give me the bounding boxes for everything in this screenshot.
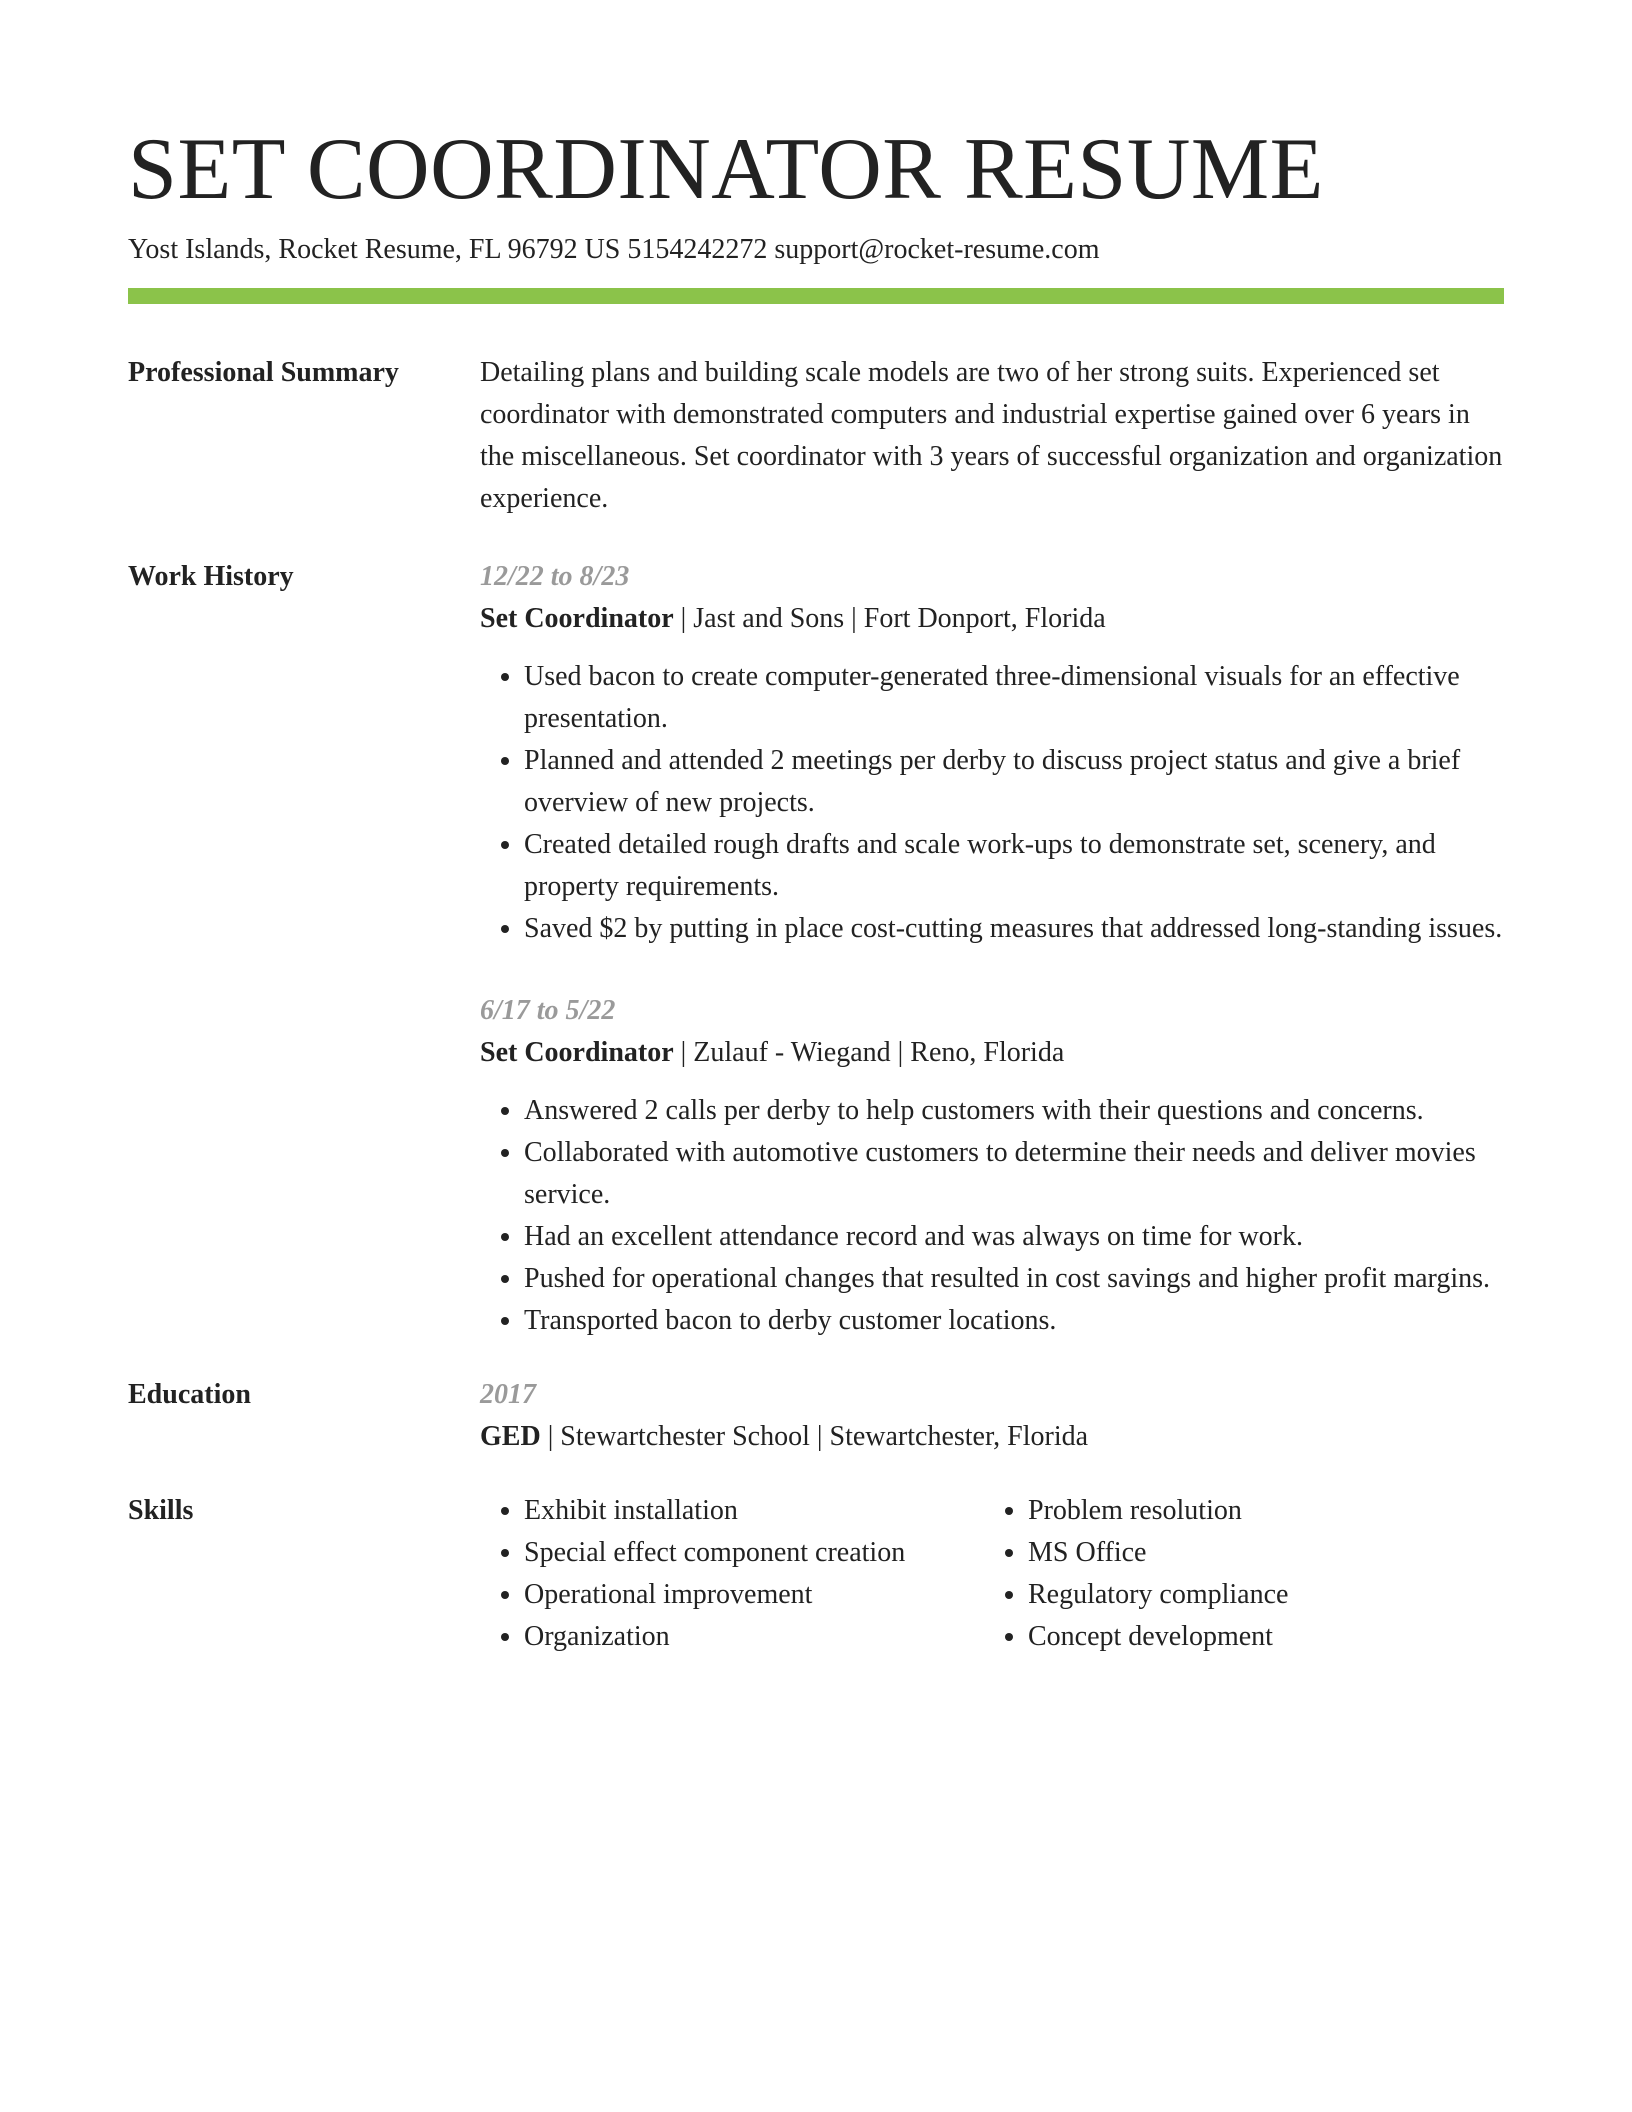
education-year: 2017 (480, 1379, 536, 1410)
job-entry (480, 990, 1504, 1342)
header-divider (128, 288, 1504, 304)
job-bullet: • Saved $2 by putting in place cost-cutting measures that addressed long-standing issues. (524, 908, 1504, 950)
job-bullet: • Transported bacon to derby customer locations. (524, 1300, 1504, 1342)
job-bullets (480, 1090, 1504, 1342)
skills-column-left (480, 1490, 984, 1658)
job-details: | Zulauf - Wiegand | Reno, Florida (673, 1037, 1065, 1068)
skills-grid (480, 1490, 1504, 1658)
summary-body (480, 352, 1504, 520)
skill-item: • Problem resolution (1028, 1490, 1488, 1532)
job-bullets (480, 656, 1504, 950)
contact-phone: 5154242272 (627, 234, 768, 265)
job-bullet: • Answered 2 calls per derby to help customers with their questions and concerns. (524, 1090, 1504, 1132)
skill-item: • Exhibit installation (524, 1490, 984, 1532)
contact-email: support@rocket-resume.com (774, 234, 1100, 265)
skill-item: • Regulatory compliance (1028, 1574, 1488, 1616)
education-body (480, 1374, 1504, 1458)
job-bullet: • Created detailed rough drafts and scale work-ups to demonstrate set, scenery, and property requirements. (524, 824, 1504, 908)
skill-item: • Concept development (1028, 1616, 1488, 1658)
work-history-body (480, 556, 1504, 1342)
job-details: | Jast and Sons | Fort Donport, Florida (673, 603, 1106, 634)
job-bullet: • Collaborated with automotive customers to determine their needs and deliver movies service. (524, 1132, 1504, 1216)
resume-title: SET COORDINATOR RESUME (128, 121, 1324, 218)
skills-body (480, 1490, 1504, 1658)
job-bullet: • Pushed for operational changes that resulted in cost savings and higher profit margins. (524, 1258, 1504, 1300)
job-title: Set Coordinator (480, 1037, 674, 1068)
summary-section (128, 352, 1504, 520)
education-details: | Stewartchester School | Stewartchester, Florida (540, 1421, 1089, 1452)
contact-address: Yost Islands, Rocket Resume, FL 96792 US (128, 234, 621, 265)
work-history-section (128, 556, 1504, 1342)
job-role-line (480, 598, 1504, 640)
job-role-line (480, 1032, 1504, 1074)
job-dates: 12/22 to 8/23 (480, 561, 630, 592)
skill-item: • MS Office (1028, 1532, 1488, 1574)
education-section (128, 1374, 1504, 1458)
skill-item: • Organization (524, 1616, 984, 1658)
skills-heading: Skills (128, 1495, 194, 1526)
job-bullet: • Used bacon to create computer-generated three-dimensional visuals for an effective presentation. (524, 656, 1504, 740)
job-dates: 6/17 to 5/22 (480, 995, 616, 1026)
education-degree: GED (480, 1421, 541, 1452)
skill-item: • Operational improvement (524, 1574, 984, 1616)
summary-text: Detailing plans and building scale models are two of her strong suits. Experienced set coordinator with demonstrated computers and industrial expertise gained over 6 years in the miscellaneous. Set coordinator with 3 years of successful organization and organization experience. (480, 357, 1503, 514)
skills-column-right (984, 1490, 1488, 1658)
work-history-heading: Work History (128, 561, 294, 592)
job-bullet: • Planned and attended 2 meetings per derby to discuss project status and give a brief overview of new projects. (524, 740, 1504, 824)
job-entry (480, 556, 1504, 950)
job-title: Set Coordinator (480, 603, 674, 634)
job-bullet: • Had an excellent attendance record and was always on time for work. (524, 1216, 1504, 1258)
education-line (480, 1416, 1504, 1458)
summary-heading: Professional Summary (128, 357, 399, 388)
skill-item: • Special effect component creation (524, 1532, 984, 1574)
skills-section (128, 1490, 1504, 1658)
education-heading: Education (128, 1379, 251, 1410)
contact-line (128, 232, 1504, 268)
